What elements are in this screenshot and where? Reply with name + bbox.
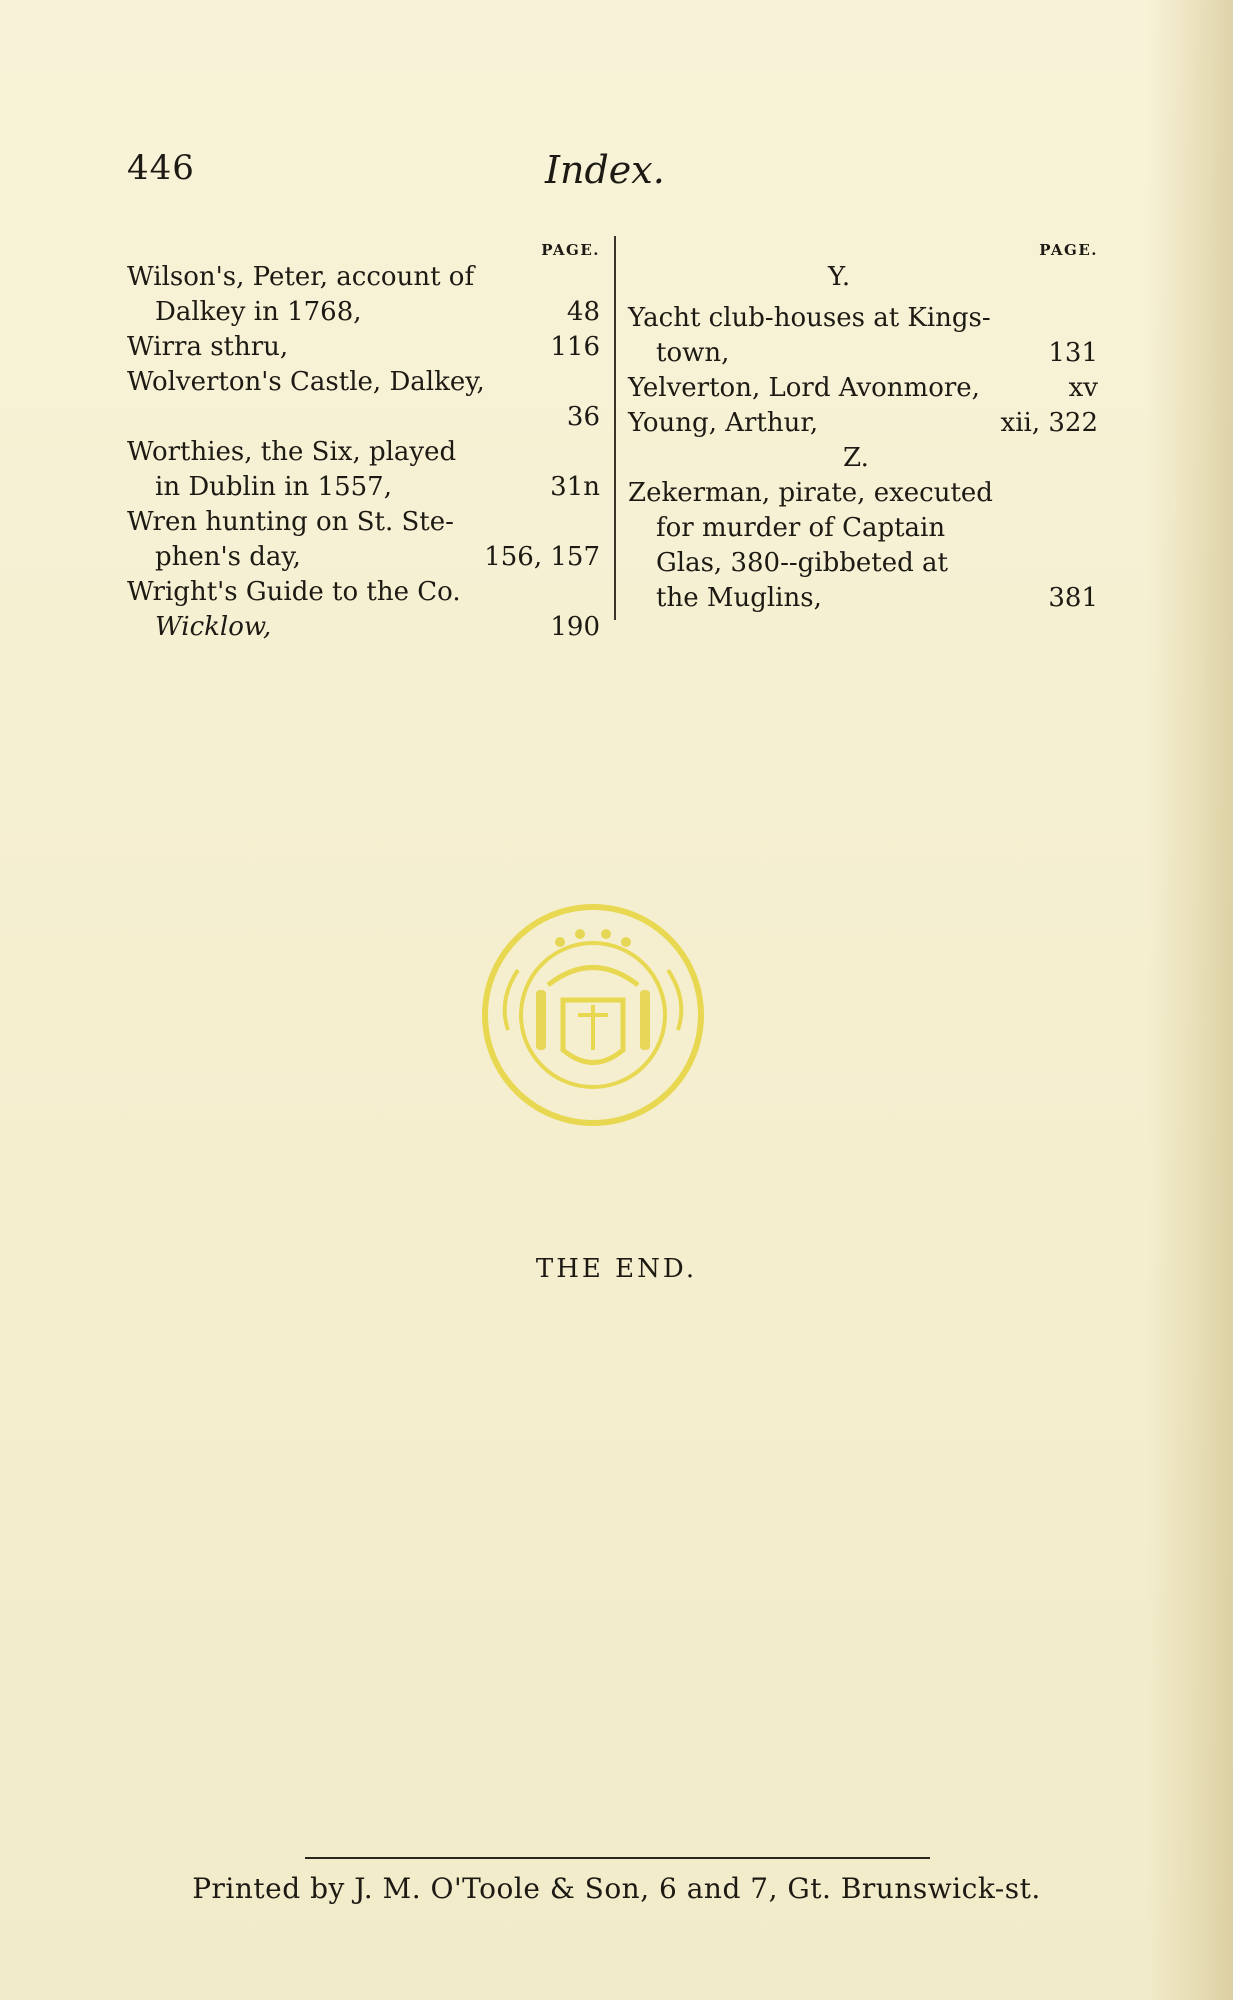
index-entry-wilson [127,260,600,330]
imprint-rule [305,1857,930,1859]
index-entry-worthies [127,435,600,505]
entry-line: Dalkey in 1768, [155,297,362,327]
entry-line: Yacht club-houses at Kings- [628,303,991,333]
section-letter-y: Y. [828,262,851,292]
entry-line: phen's day, [155,542,301,572]
page-column-label: PAGE. [1039,241,1098,259]
index-entry-yelverton [628,371,1098,406]
entry-line: town, [656,338,730,368]
the-end: THE END. [535,1254,698,1284]
column-divider [614,236,616,620]
index-column-right [628,240,1098,616]
entry-page-ref: 116 [550,332,600,362]
printer-imprint: Printed by J. M. O'Toole & Son, 6 and 7, Gt. Brunswick-st. [192,1872,1041,1905]
entry-line: the Muglins, [656,583,822,613]
entry-page-ref: 131 [1048,338,1098,368]
page-column-label: PAGE. [541,241,600,259]
entry-line: Wirra sthru, [127,332,289,362]
index-entry-young [628,406,1098,441]
index-entry-wright [127,575,600,645]
entry-line: Wolverton's Castle, Dalkey, [127,367,485,397]
running-title: Index. [545,148,665,192]
index-entry-zekerman [628,476,1098,616]
entry-line: Wright's Guide to the Co. [127,577,461,607]
entry-page-ref: 36 [566,402,600,432]
index-entry-yacht [628,301,1098,371]
entry-line: Yelverton, Lord Avonmore, [628,373,980,403]
entry-line: for murder of Captain [656,513,946,543]
entry-line: Worthies, the Six, played [127,437,457,467]
page-number: 446 [127,148,195,188]
library-stamp-icon [468,890,718,1140]
entry-page-ref: 381 [1048,583,1098,613]
entry-page-ref: 48 [566,297,600,327]
section-letter-z: Z. [843,443,869,473]
entry-line: Glas, 380--gibbeted at [656,548,948,578]
index-entry-wirra [127,330,600,365]
entry-page-ref: 190 [550,612,600,642]
entry-line: in Dublin in 1557, [155,472,392,502]
entry-line: Wren hunting on St. Ste- [127,507,454,537]
entry-line: Zekerman, pirate, executed [628,478,993,508]
index-column-left [127,240,600,645]
entry-page-ref: xii, 322 [1000,408,1098,438]
entry-line: Young, Arthur, [628,408,819,438]
entry-page-ref: 31n [550,472,600,502]
entry-page-ref: 156, 157 [484,542,600,572]
running-head [127,148,1117,198]
entry-page-ref: xv [1068,373,1098,403]
entry-line: Wicklow, [155,612,272,642]
entry-line: Wilson's, Peter, account of [127,262,475,292]
index-entry-wolverton [127,365,600,435]
index-entry-wren [127,505,600,575]
